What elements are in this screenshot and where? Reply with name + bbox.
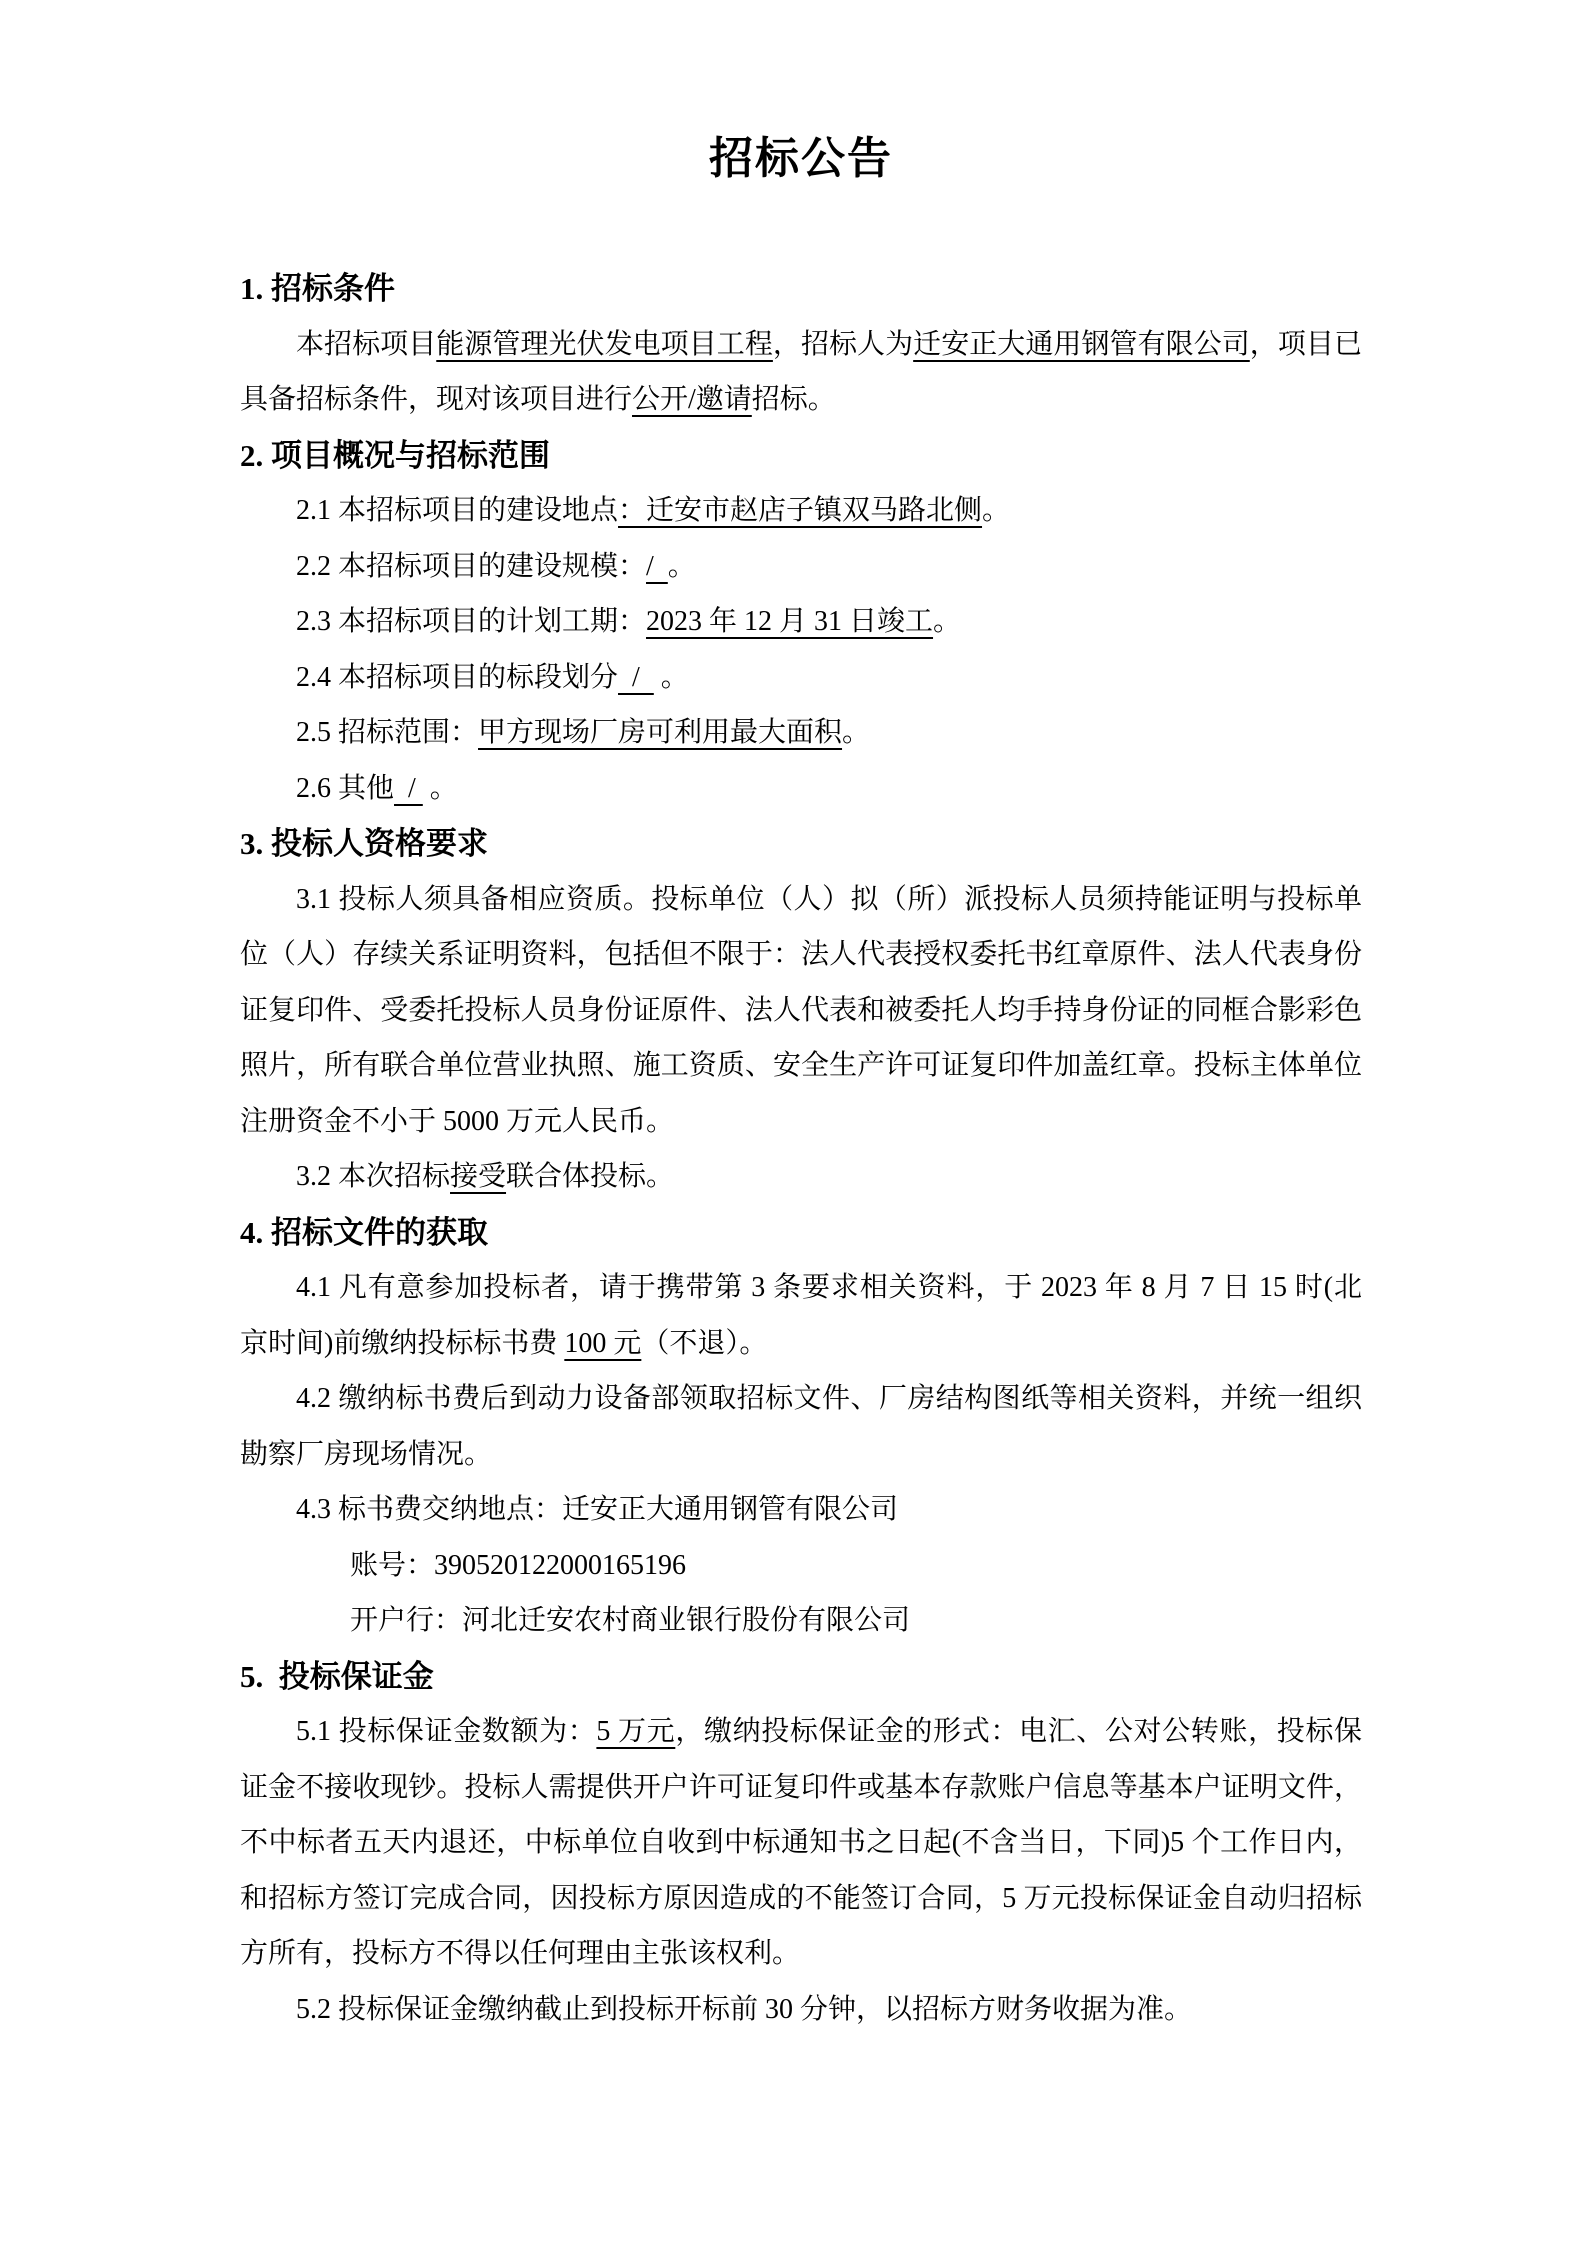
item-5-1-line-4	[240, 1871, 1362, 1927]
section-4-heading	[240, 1205, 1362, 1261]
text-segment: 账号：390520122000165196	[350, 1549, 687, 1581]
text-segment: 。	[982, 495, 1011, 526]
section-2-heading	[240, 428, 1362, 484]
document-body	[240, 261, 1362, 2037]
text-segment: 2.3 本招标项目的计划工期：	[296, 606, 647, 637]
item-5-1-line-3	[240, 1815, 1362, 1871]
item-5-1-line-5	[240, 1926, 1362, 1982]
text-segment: 招标。	[751, 384, 836, 415]
text-segment: 京时间)前缴纳投标标书费	[240, 1327, 565, 1359]
text-segment: 2.1 本招标项目的建设地点	[296, 495, 619, 526]
item-2-6	[240, 761, 1362, 817]
item-3-1-line-5	[240, 1094, 1362, 1150]
item-2-3	[240, 594, 1362, 650]
section-1-heading	[240, 261, 1362, 317]
text-segment: 不中标者五天内退还，中标单位自收到中标通知书之日起(不含当日，下同)5 个工作日内，	[240, 1827, 1362, 1858]
text-segment: 本招标项目	[296, 328, 437, 360]
text-segment: 具备招标条件，现对该项目进行	[240, 384, 633, 415]
text-segment: （不退）。	[641, 1327, 768, 1359]
underlined-text: /	[394, 772, 423, 804]
underlined-text: 甲方现场厂房可利用最大面积	[478, 717, 843, 748]
text-segment: 2.5 招标范围：	[296, 717, 479, 748]
text-segment: 开户行：河北迁安农村商业银行股份有限公司	[350, 1605, 911, 1636]
text-segment: 。	[667, 550, 696, 582]
text-segment: 2. 项目概况与招标范围	[240, 437, 550, 473]
item-5-2	[240, 1982, 1362, 2038]
item-4-3	[240, 1482, 1362, 1538]
item-3-1-line-4	[240, 1038, 1362, 1094]
text-segment: 4.1 凡有意参加投标者，请于携带第 3 条要求相关资料，于 2023 年 8 月 7 日 15 时(北	[296, 1272, 1362, 1303]
text-segment: 2.6 其他	[296, 772, 395, 804]
item-4-1-line-2	[240, 1316, 1362, 1372]
para-1-line-1	[240, 317, 1362, 373]
text-segment: 照片，所有联合单位营业执照、施工资质、安全生产许可证复印件加盖红章。投标主体单位	[240, 1050, 1362, 1081]
text-segment: 3. 投标人资格要求	[240, 826, 488, 861]
text-segment: 。	[842, 717, 871, 748]
section-3-heading	[240, 816, 1362, 872]
underlined-text: 能源管理光伏发电项目工程	[436, 328, 773, 360]
underlined-text: 接受	[450, 1161, 507, 1192]
underlined-text: 5 万元	[596, 1716, 676, 1747]
item-2-5	[240, 705, 1362, 761]
underlined-text: ：迁安市赵店子镇双马路北侧	[618, 495, 983, 526]
text-segment: 5. 投标保证金	[240, 1658, 434, 1694]
item-4-1-line-1	[240, 1260, 1362, 1316]
underlined-text: 100 元	[564, 1327, 642, 1359]
underlined-text: 公开/邀请	[632, 384, 752, 415]
item-3-1-line-3	[240, 983, 1362, 1039]
item-4-2-line-1	[240, 1371, 1362, 1427]
text-segment: 4.2 缴纳标书费后到动力设备部领取招标文件、厂房结构图纸等相关资料，并统一组织	[296, 1383, 1362, 1414]
text-segment: 3.2 本次招标	[296, 1161, 451, 1192]
text-segment: 。	[933, 606, 962, 637]
text-segment: ，招标人为	[772, 328, 914, 360]
text-segment: ，缴纳投标保证金的形式：电汇、公对公转账，投标保	[675, 1716, 1362, 1747]
item-3-2	[240, 1149, 1362, 1205]
item-3-1-line-2	[240, 927, 1362, 983]
underlined-text: 迁安正大通用钢管有限公司	[913, 328, 1250, 360]
text-segment: 3.1 投标人须具备相应资质。投标单位（人）拟（所）派投标人员须持能证明与投标单	[296, 883, 1362, 915]
text-segment: 5.1 投标保证金数额为：	[296, 1716, 597, 1747]
item-4-2-line-2	[240, 1427, 1362, 1483]
bank-line	[240, 1593, 1362, 1649]
underlined-text: /	[618, 661, 654, 693]
document-title: 招标公告	[709, 134, 893, 183]
text-segment: 注册资金不小于 5000 万元人民币。	[240, 1105, 675, 1137]
text-segment: 。	[653, 661, 689, 693]
para-1-line-2	[240, 372, 1362, 428]
text-segment: 方所有，投标方不得以任何理由主张该权利。	[240, 1938, 801, 1969]
item-5-1-line-2	[240, 1760, 1362, 1816]
text-segment: 位（人）存续关系证明资料，包括但不限于：法人代表授权委托书红章原件、法人代表身份	[240, 939, 1362, 970]
document-content	[240, 124, 1362, 2037]
item-3-1-line-1	[240, 872, 1362, 928]
underlined-text: /	[646, 550, 668, 582]
item-2-2	[240, 539, 1362, 595]
item-2-1	[240, 483, 1362, 539]
text-segment: ，项目已	[1249, 328, 1362, 360]
text-segment: 。	[422, 772, 458, 804]
item-5-1-line-1	[240, 1704, 1362, 1760]
text-segment: 2.2 本招标项目的建设规模：	[296, 550, 647, 582]
account-number-line	[240, 1538, 1362, 1594]
text-segment: 5.2 投标保证金缴纳截止到投标开标前 30 分钟，以招标方财务收据为准。	[296, 1993, 1193, 2025]
text-segment: 1. 招标条件	[240, 271, 395, 306]
text-segment: 和招标方签订完成合同，因投标方原因造成的不能签订合同，5 万元投标保证金自动归招标	[240, 1882, 1362, 1914]
text-segment: 证金不接收现钞。投标人需提供开户许可证复印件或基本存款账户信息等基本户证明文件，	[240, 1771, 1362, 1803]
underlined-text: 2023 年 12 月 31 日竣工	[646, 606, 934, 637]
text-segment: 联合体投标。	[506, 1161, 675, 1192]
text-segment: 4.3 标书费交纳地点：迁安正大通用钢管有限公司	[296, 1494, 899, 1525]
section-5-heading	[240, 1649, 1362, 1705]
text-segment: 4. 招标文件的获取	[240, 1214, 488, 1250]
item-2-4	[240, 650, 1362, 706]
text-segment: 勘察厂房现场情况。	[240, 1438, 493, 1470]
text-segment: 证复印件、受委托投标人员身份证原件、法人代表和被委托人均手持身份证的同框合影彩色	[240, 994, 1362, 1026]
text-segment: 2.4 本招标项目的标段划分	[296, 661, 619, 693]
